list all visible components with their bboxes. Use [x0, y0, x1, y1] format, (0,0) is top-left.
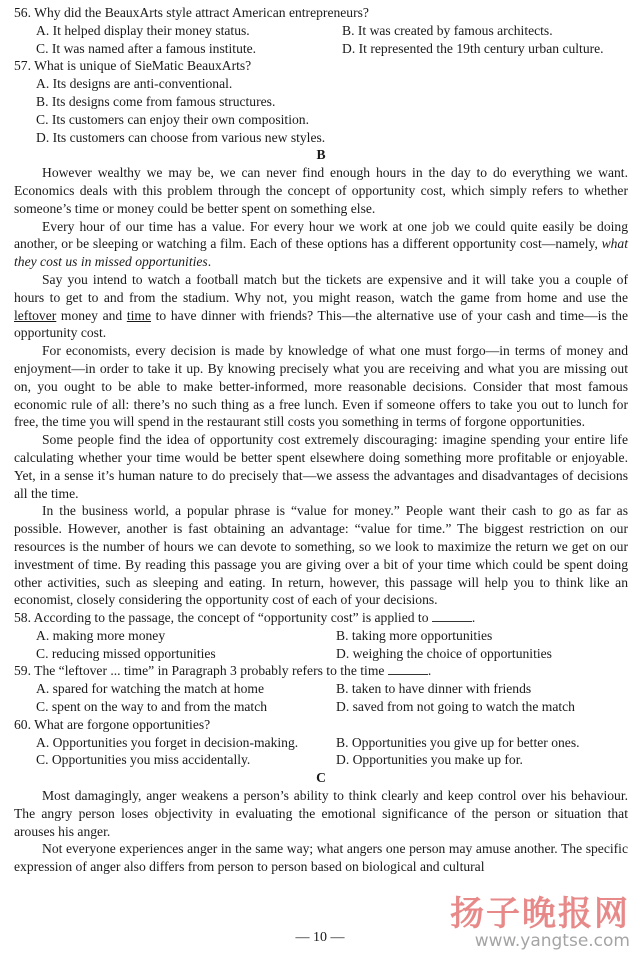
option-60c: C. Opportunities you miss accidentally.: [36, 752, 251, 768]
option-57d: D. Its customers can choose from various new styles.: [36, 129, 326, 145]
option-59c: C. spent on the way to and from the match: [36, 699, 268, 715]
question-60-options-row2: [14, 751, 628, 769]
p3-text-c: to have dinner with friends? This—the alternative use of your cash and time—is the opportunity cost.: [14, 307, 628, 341]
underlined-time: time: [126, 307, 152, 323]
passage-b-paragraph-2: [14, 218, 628, 271]
option-59d: D. saved from not going to watch the match: [336, 699, 575, 715]
option-58a: A. making more money: [36, 627, 166, 643]
passage-b-paragraph-6: In the business world, a popular phrase is “value for money.” People want their cash to go as far as possible. However, another is fast obtaining an advantage: “value for time.” The biggest restriction on our resources is the number of hours we can devote to something, so we look to maximize the return we get on our investment of time. By reading this passage you are giving over a bit of your time which could be spent doing other activities, such as sleeping and eating. In return, however, this passage will help you to think like an economist, closely considering the opportunity cost of each of your decisions.: [14, 503, 628, 608]
p3-text-a: Say you intend to watch a football match but the tickets are expensive and it will take you a couple of hours to get to and from the stadium. Why not, you might reason, watch the game from home and use the: [14, 271, 628, 305]
option-58b: B. taking more opportunities: [336, 627, 493, 643]
question-58-stem: 58. According to the passage, the concept of “opportunity cost” is applied to .: [14, 610, 476, 626]
option-58c: C. reducing missed opportunities: [36, 645, 216, 661]
page-number: — 10 —: [295, 930, 345, 945]
question-57-stem: 57. What is unique of SieMatic BeauxArts?: [14, 58, 252, 74]
question-56-stem: 56. Why did the BeauxArts style attract American entrepreneurs?: [14, 5, 369, 20]
question-60-options-row1: [14, 734, 628, 752]
question-59-options-row2: [14, 698, 628, 716]
passage-b-paragraph-4: For economists, every decision is made by knowledge of what one must forgo—in terms of money and enjoyment—in order to take it up. By knowing precisely what you are receiving and what you are missing out on, you ought to be able to make better-informed, more reasonable decisions. Consider that most famous economic rule of all: there’s no such thing as a free lunch. Even if someone offers to take you out to lunch for free, the time you will spend in the restaurant still costs you something in terms of forgone opportunities.: [14, 343, 628, 430]
question-58-options-row2: [14, 645, 628, 663]
question-59-stem: 59. The “leftover ... time” in Paragraph 3 probably refers to the time .: [14, 663, 432, 679]
question-60-stem: 60. What are forgone opportunities?: [14, 716, 211, 732]
p2-text: Every hour of our time has a value. For every hour we work at one job we could quite easily be doing another, or be sleeping or watching a film. Each of these options has a different opportunity cost—namely,: [14, 218, 628, 252]
answer-blank: [432, 609, 472, 622]
question-56-options-row2: [14, 40, 628, 58]
option-57c: C. Its customers can enjoy their own composition.: [36, 111, 309, 127]
option-56d: D. It represented the 19th century urban culture.: [342, 40, 604, 56]
watermark-logo: [450, 896, 630, 950]
exam-page: [14, 4, 628, 876]
option-59b: B. taken to have dinner with friends: [336, 681, 532, 697]
passage-b-paragraph-1: However wealthy we may be, we can never find enough hours in the day to do everything we want. Economics deals with this problem through the concept of opportunity cost, which simply refers to whether someone’s time or money could be better spent on something else.: [14, 165, 628, 216]
p2-italic-phrase: what they cost us in missed opportunities: [14, 236, 628, 270]
question-59-options-row1: [14, 680, 628, 698]
passage-b-paragraph-5: Some people find the idea of opportunity cost extremely discouraging: imagine spending your entire life calculating whether your time would be better spent elsewhere doing something more profitable or enjoyable. Yet, in a sense it’s human nature to do precisely that—we assess the advantages and disadvantages of decisions all the time.: [14, 432, 628, 501]
option-60d: D. Opportunities you make up for.: [336, 752, 523, 768]
question-58-options-row1: [14, 627, 628, 645]
passage-b-paragraph-3: [14, 271, 628, 342]
p2-end: .: [207, 254, 212, 270]
option-57a: A. Its designs are anti-conventional.: [36, 76, 233, 92]
passage-c-paragraph-1: Most damagingly, anger weakens a person’s ability to think clearly and keep control over his behaviour. The angry person loses objectivity in evaluating the emotional significance of the person or situation that arouses his anger.: [14, 788, 628, 839]
option-60b: B. Opportunities you give up for better ones.: [336, 734, 580, 750]
option-58d: D. weighing the choice of opportunities: [336, 645, 552, 661]
section-c-heading: C: [316, 770, 326, 786]
option-56b: B. It was created by famous architects.: [342, 22, 553, 38]
option-60a: A. Opportunities you forget in decision-making.: [36, 734, 299, 750]
watermark-chinese: 扬子晚报网: [450, 894, 630, 934]
section-b-heading: B: [316, 147, 326, 163]
question-56-options-row1: [14, 22, 628, 40]
answer-blank: [388, 662, 428, 675]
underlined-leftover: leftover: [14, 307, 57, 323]
option-59a: A. spared for watching the match at home: [36, 681, 264, 697]
option-56a: A. It helped display their money status.: [36, 22, 250, 38]
option-57b: B. Its designs come from famous structures.: [36, 93, 276, 109]
passage-c-paragraph-2: Not everyone experiences anger in the same way; what angers one person may amuse another. The specific expression of anger also differs from person to person based on biological and cultural: [14, 841, 628, 875]
watermark-url: www.yangtse.com: [474, 931, 630, 951]
p3-text-b: money and: [56, 307, 127, 323]
option-56c: C. It was named after a famous institute.: [36, 40, 257, 56]
